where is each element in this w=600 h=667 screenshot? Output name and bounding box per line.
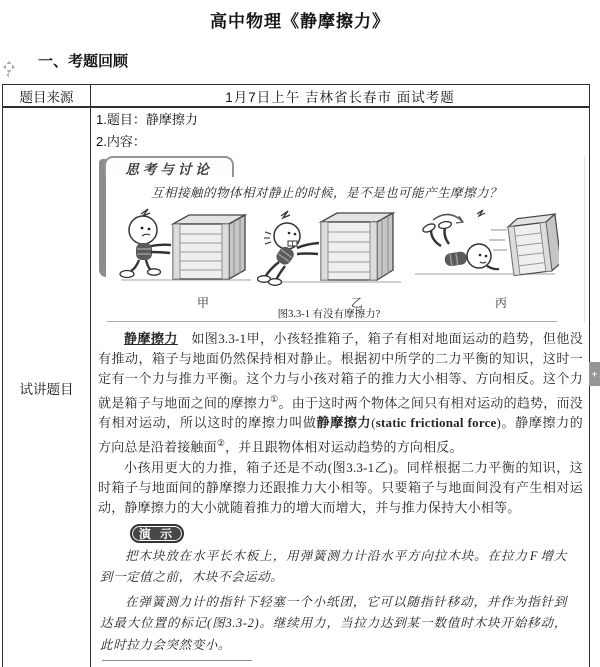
demo-badge: 演 示 bbox=[130, 524, 184, 543]
cartoon-panel-push-hard bbox=[257, 204, 407, 294]
think-discuss-tab: 思考与讨论 bbox=[104, 156, 234, 177]
table-header-lecture-topic: 试讲题目 bbox=[3, 108, 91, 667]
table-move-handle-icon[interactable] bbox=[1, 61, 17, 79]
paragraph-static-friction bbox=[98, 329, 583, 458]
move-icon bbox=[1, 61, 17, 79]
footnote-mark-2: ② bbox=[216, 438, 226, 449]
cartoon-strip bbox=[111, 202, 559, 294]
footnote-mark-1: ① bbox=[270, 394, 279, 404]
table-header-source: 题目来源 bbox=[3, 85, 91, 108]
term-static-friction: 静摩擦力 bbox=[316, 415, 372, 431]
demo-paragraph-2: 在弹簧测力计的指针下轻塞一个小纸团，它可以随指针移动，并作为指针到达最大位置的标记(图3.3-2)。继续用力，当拉力达到某一数值时木块开始移动，此时拉力会突然变小。 bbox=[100, 594, 567, 652]
paragraph-bigger-push: 小孩用更大的力推，箱子还是不动(图3.3-1乙)。同样根据二力平衡的知识，这时箱子与地面间的静摩擦力还跟推力大小相等。只要箱子与地面间没有产生相对运动，静摩擦力的大小就随着推力的增大而增大，并与推力保持大小相等。 bbox=[98, 459, 583, 515]
demo-p1-a: 把木块放在水平长木板上，用弹簧测力计沿水平方向拉木块。在拉力 bbox=[125, 548, 528, 563]
term-english: static frictional force bbox=[375, 415, 497, 431]
plus-handle[interactable]: + bbox=[589, 362, 600, 386]
p1-text-5: ，并且跟物体相对运动趋势的方向相反。 bbox=[225, 439, 463, 455]
demo-p1-b: 增大到一定值之前，木块不会运动。 bbox=[100, 548, 567, 585]
lead-term: 静摩擦力 bbox=[124, 331, 178, 346]
p1-text-2: 。由于这时两个物体之间只有相对运动的趋势，而没有相对运动，所以这时的摩擦力叫做 bbox=[98, 395, 583, 431]
lecture-topic-content-cell bbox=[91, 108, 589, 667]
cartoon-panel-push-light bbox=[111, 204, 257, 294]
figure-caption: 图3.3-1 有没有摩擦力? bbox=[277, 309, 381, 320]
p1-text-3: ( bbox=[371, 415, 376, 431]
p1-text-4: )。静摩擦力的方向总是沿着接触面 bbox=[98, 415, 583, 455]
p1-text-1: 如图3.3-1甲，小孩轻推箱子，箱子有相对地面运动的趋势，但他没有推动，箱子与地面仍然保持相对静止。根据初中所学的二力平衡的知识，这时一定有一个力与推力平衡。这个力与小孩对箱子的推力大小相等、方向相反。这个力就是箱子与地面之间的摩擦力 bbox=[98, 331, 583, 411]
excerpt-bottom-rule bbox=[107, 321, 557, 322]
demo-paragraph-1 bbox=[100, 546, 567, 589]
section-heading: 一、考题回顾 bbox=[38, 53, 129, 70]
table-value-source: 1月7日上午 吉林省长春市 面试考题 bbox=[91, 85, 589, 108]
force-variable: F bbox=[529, 548, 539, 563]
footnote-separator bbox=[102, 660, 252, 661]
panel-label-bing: 丙 bbox=[495, 296, 508, 310]
discussion-question: 互相接触的物体相对静止的时候，是不是也可能产生摩擦力？ bbox=[151, 186, 503, 200]
panel-label-jia: 甲 bbox=[197, 296, 210, 310]
topic-line: 1.题目：静摩擦力 bbox=[96, 112, 198, 127]
content-line: 2.内容： bbox=[96, 134, 146, 149]
textbook-excerpt bbox=[99, 156, 585, 322]
page-title: 高中物理《静摩擦力》 bbox=[210, 12, 390, 31]
cartoon-panel-fallen bbox=[407, 204, 559, 294]
exam-review-table bbox=[2, 84, 590, 667]
panel-label-yi: 乙 bbox=[351, 296, 364, 310]
